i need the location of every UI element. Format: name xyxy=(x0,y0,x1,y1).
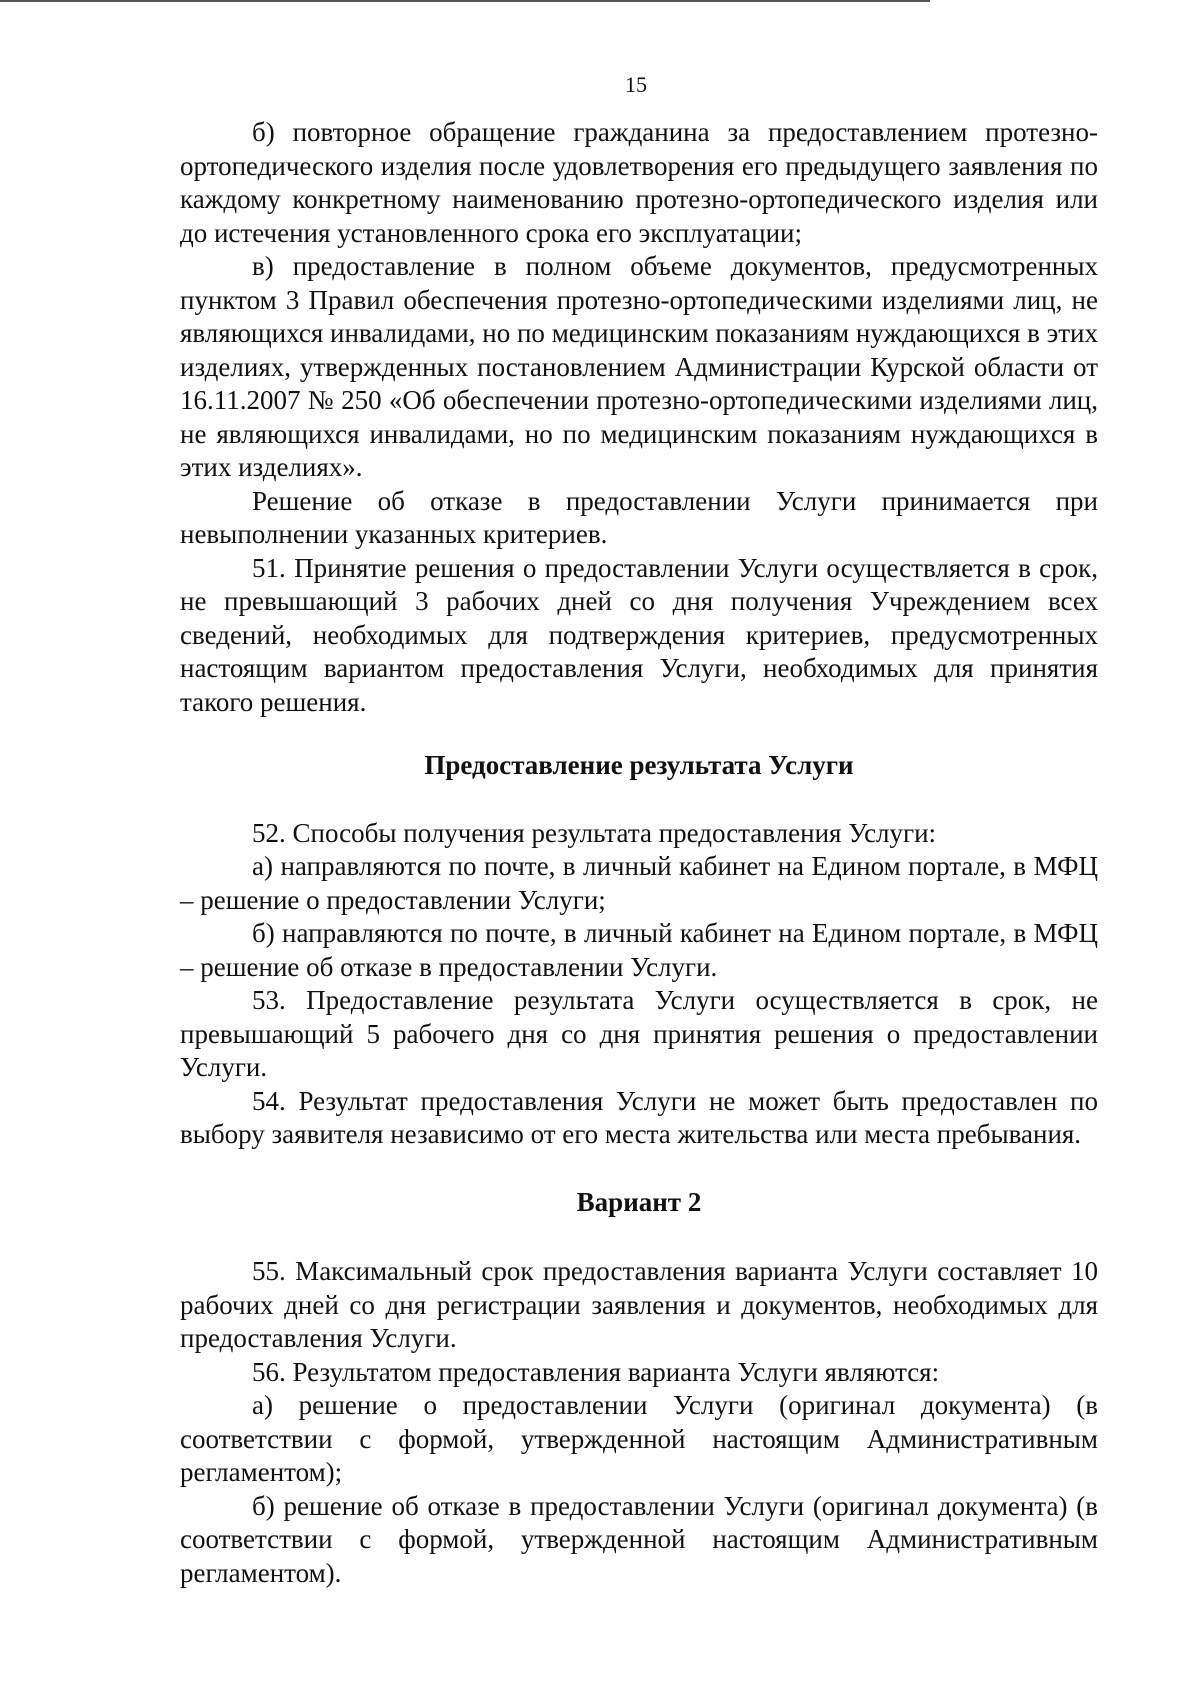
paragraph-v-documents: в) предоставление в полном объеме документов, предусмотренных пунктом 3 Правил обеспечения протезно-ортопедическими изделиями лиц, не являющихся инвалидами, но по медицинским показаниям нуждающихся в этих изделиях, утвержденных постановлением Администрации Курской области от 16.11.2007 № 250 «Об обеспечении протезно-ортопедическими изделиями лиц, не являющихся инвалидами, но по медицинским показаниям нуждающихся в этих изделиях». xyxy=(180,251,1098,482)
document-body xyxy=(180,116,1098,1590)
paragraph-51: 51. Принятие решения о предоставлении Услуги осуществляется в срок, не превышающий 3 рабочих дней со дня получения Учреждением всех сведений, необходимых для подтверждения критериев, предусмотренных настоящим вариантом предоставления Услуги, необходимых для принятия такого решения. xyxy=(180,552,1098,717)
paragraph-54: 54. Результат предоставления Услуги не может быть предоставлен по выбору заявителя независимо от его места жительства или места пребывания. xyxy=(180,1085,1098,1149)
section-title-variant-2: Вариант 2 xyxy=(576,1186,702,1217)
top-scan-rule xyxy=(0,0,930,2)
paragraph-refusal-decision: Решение об отказе в предоставлении Услуги принимается при невыполнении указанных критериев. xyxy=(180,485,1098,549)
paragraph-55: 55. Максимальный срок предоставления варианта Услуги составляет 10 рабочих дней со дня регистрации заявления и документов, необходимых для предоставления Услуги. xyxy=(180,1256,1098,1353)
paragraph-56-a: а) решение о предоставлении Услуги (оригинал документа) (в соответствии с формой, утвержденной настоящим Административным регламентом); xyxy=(180,1390,1098,1487)
paragraph-b-repeat-request: б) повторное обращение гражданина за предоставлением протезно-ортопедического изделия после удовлетворения его предыдущего заявления по каждому конкретному наименованию протезно-ортопедического изделия или до истечения установленного срока его эксплуатации; xyxy=(180,117,1098,248)
page-number: 15 xyxy=(625,72,647,97)
section-title-result: Предоставление результата Услуги xyxy=(424,750,854,780)
paragraph-52: 52. Способы получения результата предоставления Услуги: xyxy=(252,817,937,848)
paragraph-56: 56. Результатом предоставления варианта Услуги являются: xyxy=(252,1356,940,1387)
paragraph-53: 53. Предоставление результата Услуги осуществляется в срок, не превышающий 5 рабочего дня со дня принятия решения о предоставлении Услуги. xyxy=(180,985,1098,1082)
paragraph-52-b: б) направляются по почте, в личный кабинет на Едином портале, в МФЦ – решение об отказе в предоставлении Услуги. xyxy=(180,918,1098,982)
paragraph-52-a: а) направляются по почте, в личный кабинет на Едином портале, в МФЦ – решение о предоставлении Услуги; xyxy=(180,851,1098,915)
paragraph-56-b: б) решение об отказе в предоставлении Услуги (оригинал документа) (в соответствии с формой, утвержденной настоящим Административным регламентом). xyxy=(180,1490,1098,1588)
